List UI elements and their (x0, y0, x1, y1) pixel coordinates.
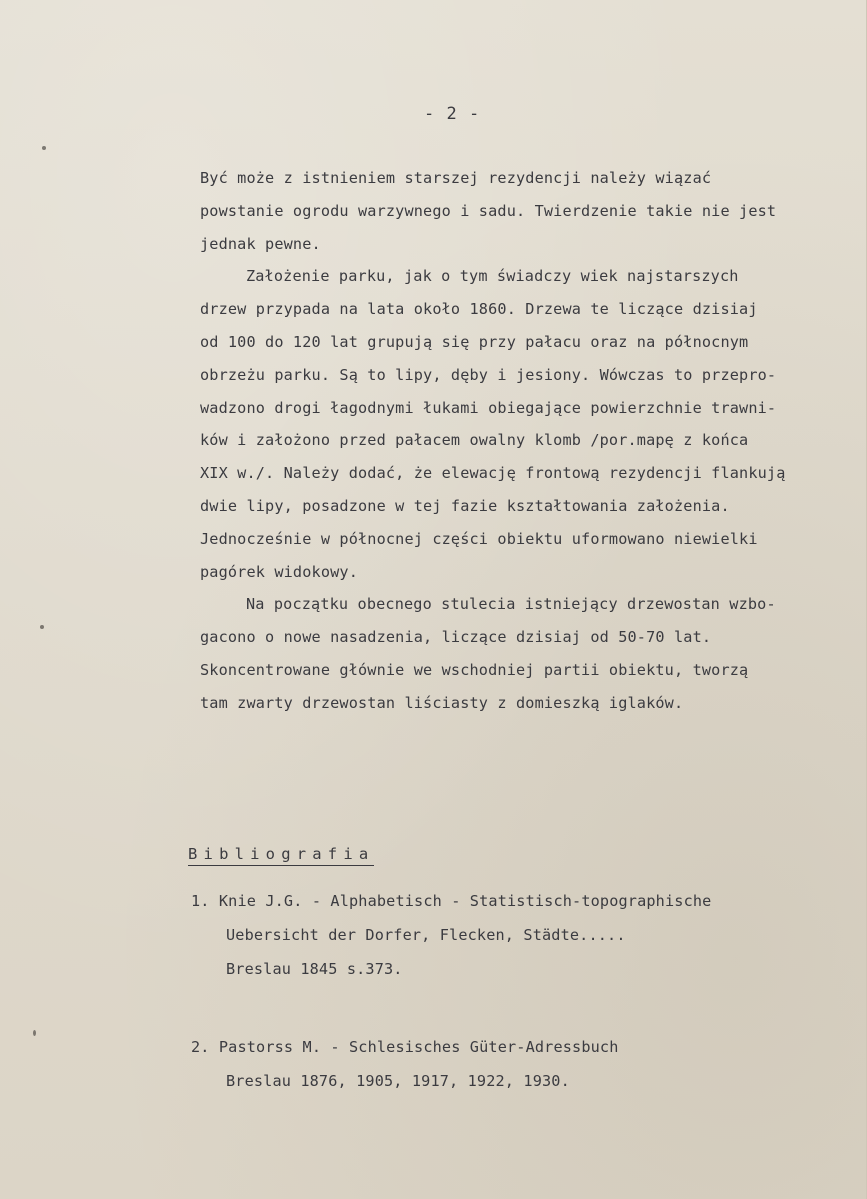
bibliography-entry-line: Breslau 1845 s.373. (226, 960, 403, 978)
bibliography-entry-line: Uebersicht der Dorfer, Flecken, Städte..... (226, 926, 626, 944)
punch-hole-mark (42, 146, 46, 150)
body-line: tam zwarty drzewostan liściasty z domieszką iglaków. (200, 693, 684, 712)
bibliography-entry-line: 2. Pastorss M. - Schlesisches Güter-Adressbuch (191, 1038, 619, 1056)
body-line: dwie lipy, posadzone w tej fazie kształtowania założenia. (200, 496, 730, 515)
body-line: Być może z istnieniem starszej rezydencji należy wiązać (200, 169, 712, 187)
body-line: XIX w./. Należy dodać, że elewację frontową rezydencji flankują (200, 464, 786, 483)
body-line: obrzeżu parku. Są to lipy, dęby i jesiony. Wówczas to przepro- (200, 365, 777, 384)
body-text (200, 162, 786, 720)
bibliography-heading: Bibliografia (188, 844, 374, 866)
body-line: od 100 do 120 lat grupują się przy pałacu oraz na północnym (200, 332, 749, 351)
body-line: jednak pewne. (200, 234, 321, 253)
punch-hole-mark (40, 625, 44, 629)
body-line: Na początku obecnego stulecia istniejący drzewostan wzbo- (246, 595, 776, 614)
bibliography-entry-line: 1. Knie J.G. - Alphabetisch - Statistisch-topographische (191, 892, 712, 910)
page-number: - 2 - (424, 104, 481, 124)
body-line: pagórek widokowy. (200, 562, 358, 581)
body-line: Założenie parku, jak o tym świadczy wiek najstarszych (246, 267, 739, 286)
body-line: Skoncentrowane głównie we wschodniej partii obiektu, tworzą (200, 660, 749, 679)
body-line: wadzono drogi łagodnymi łukami obiegające powierzchnie trawni- (200, 398, 777, 417)
body-line: ków i założono przed pałacem owalny klomb /por.mapę z końca (200, 431, 749, 450)
bibliography-entry-line: Breslau 1876, 1905, 1917, 1922, 1930. (226, 1072, 570, 1090)
bibliography-spacer (191, 986, 711, 1030)
body-line: gacono o nowe nasadzenia, liczące dzisiaj od 50-70 lat. (200, 628, 712, 647)
bibliography-list (191, 884, 711, 1098)
body-line: Jednocześnie w północnej części obiektu uformowano niewielki (200, 529, 758, 548)
body-line: drzew przypada na lata około 1860. Drzewa te liczące dzisiaj (200, 300, 758, 319)
body-line: powstanie ogrodu warzywnego i sadu. Twierdzenie takie nie jest (200, 201, 777, 220)
punch-hole-mark (33, 1030, 36, 1036)
